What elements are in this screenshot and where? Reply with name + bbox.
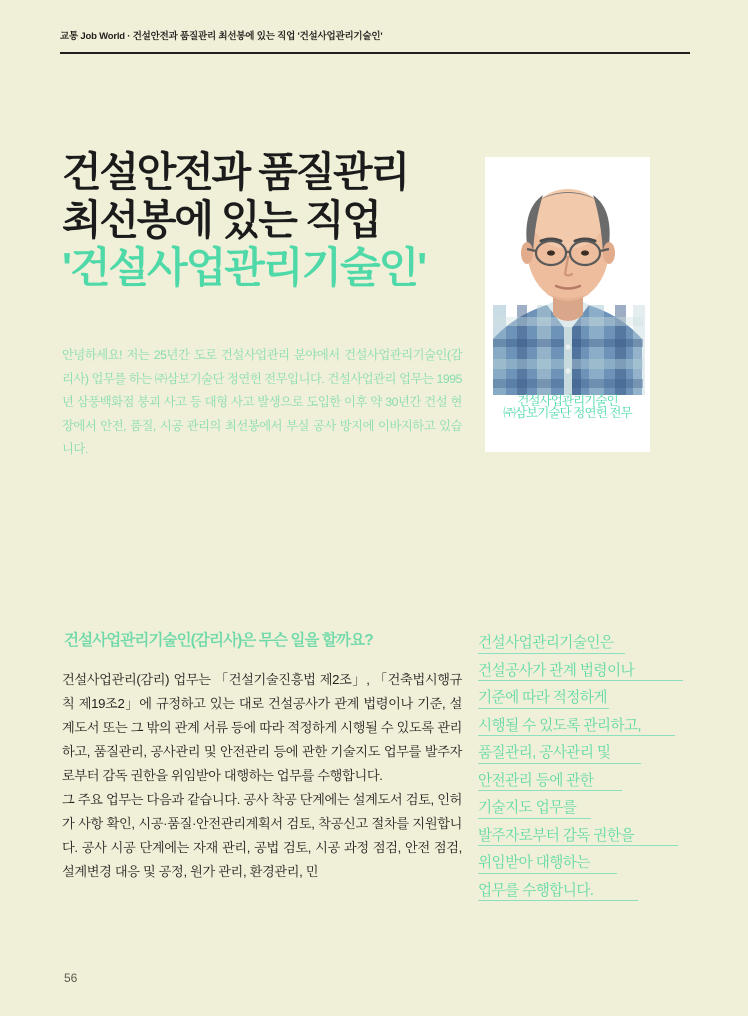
page-number: 56 — [64, 971, 78, 985]
pull-quote-line: 품질관리, 공사관리 및 — [478, 740, 694, 768]
body-column — [62, 668, 462, 884]
page-header — [60, 30, 690, 44]
pull-quote — [478, 630, 694, 905]
pull-quote-line: 건설사업관리기술인은 — [478, 630, 694, 658]
section-heading: 건설사업관리기술인(감리사)은 무슨 일을 할까요? — [64, 632, 373, 649]
title-line-2: 최선봉에 있는 직업 — [62, 197, 380, 243]
caption-line-1: 건설사업관리기술인 — [517, 394, 618, 408]
page-title — [62, 148, 472, 292]
pull-quote-line: 기준에 따라 적정하게 — [478, 685, 694, 713]
pull-quote-line: 업무를 수행합니다. — [478, 878, 694, 906]
pull-quote-line: 시행될 수 있도록 관리하고, — [478, 713, 694, 741]
header-divider — [60, 52, 690, 54]
portrait-illustration — [485, 157, 650, 395]
body-paragraph-2: 그 주요 업무는 다음과 같습니다. 공사 착공 단계에는 설계도서 검토, 인허가 사항 확인, 시공·품질·안전관리계획서 검토, 착공신고 절차를 지원합니다. 공사 시공 단계에는 자재 관리, 공법 검토, 시공 과정 점검, 안전 점검, 설계변경 대응 및 공정, 원가 관리, 환경관리, 민 — [62, 792, 462, 879]
bottom-white-strip — [0, 1016, 748, 1024]
caption-line-2: ㈜삼보기술단 정연헌 전무 — [503, 406, 632, 420]
pull-quote-line: 발주자로부터 감독 권한을 — [478, 823, 694, 851]
title-line-3-accent: '건설사업관리기술인' — [62, 244, 426, 291]
pull-quote-line: 안전관리 등에 관한 — [478, 768, 694, 796]
portrait-caption — [485, 395, 650, 420]
intro-paragraph: 안녕하세요! 저는 25년간 도로 건설사업관리 분야에서 건설사업관리기술인(감리사) 업무를 하는 ㈜삼보기술단 정연헌 전무입니다. 건설사업관리 업무는 1995년 삼풍백화점 붕괴 사고 등 대형 사고 발생으로 도입한 이후 약 30년간 건설 현장에서 안전, 품질, 시공 관리의 최선봉에서 부실 공사 방지에 이바지하고 있습니다. — [62, 348, 462, 456]
portrait-card — [485, 157, 650, 452]
portrait-photo — [485, 157, 650, 395]
breadcrumb: 교통 Job World · 건설안전과 품질관리 최선봉에 있는 직업 '건설사업관리기술인' — [60, 31, 383, 42]
pull-quote-line: 건설공사가 관계 법령이나 — [478, 658, 694, 686]
pull-quote-line: 기술지도 업무를 — [478, 795, 694, 823]
body-paragraph-1: 건설사업관리(감리) 업무는 「건설기술진흥법 제2조」, 「건축법시행규칙 제19조2」에 규정하고 있는 대로 건설공사가 관계 법령이나 기준, 설계도서 또는 그 밖의 관계 서류 등에 따라 적정하게 시행될 수 있도록 관리하고, 품질관리, 공사관리 및 안전관리 등에 관한 기술지도 업무를 발주자로부터 감독 권한을 위임받아 대행하는 업무를 수행합니다. — [62, 672, 462, 783]
pull-quote-line: 위임받아 대행하는 — [478, 850, 694, 878]
title-line-1: 건설안전과 품질관리 — [62, 149, 408, 195]
